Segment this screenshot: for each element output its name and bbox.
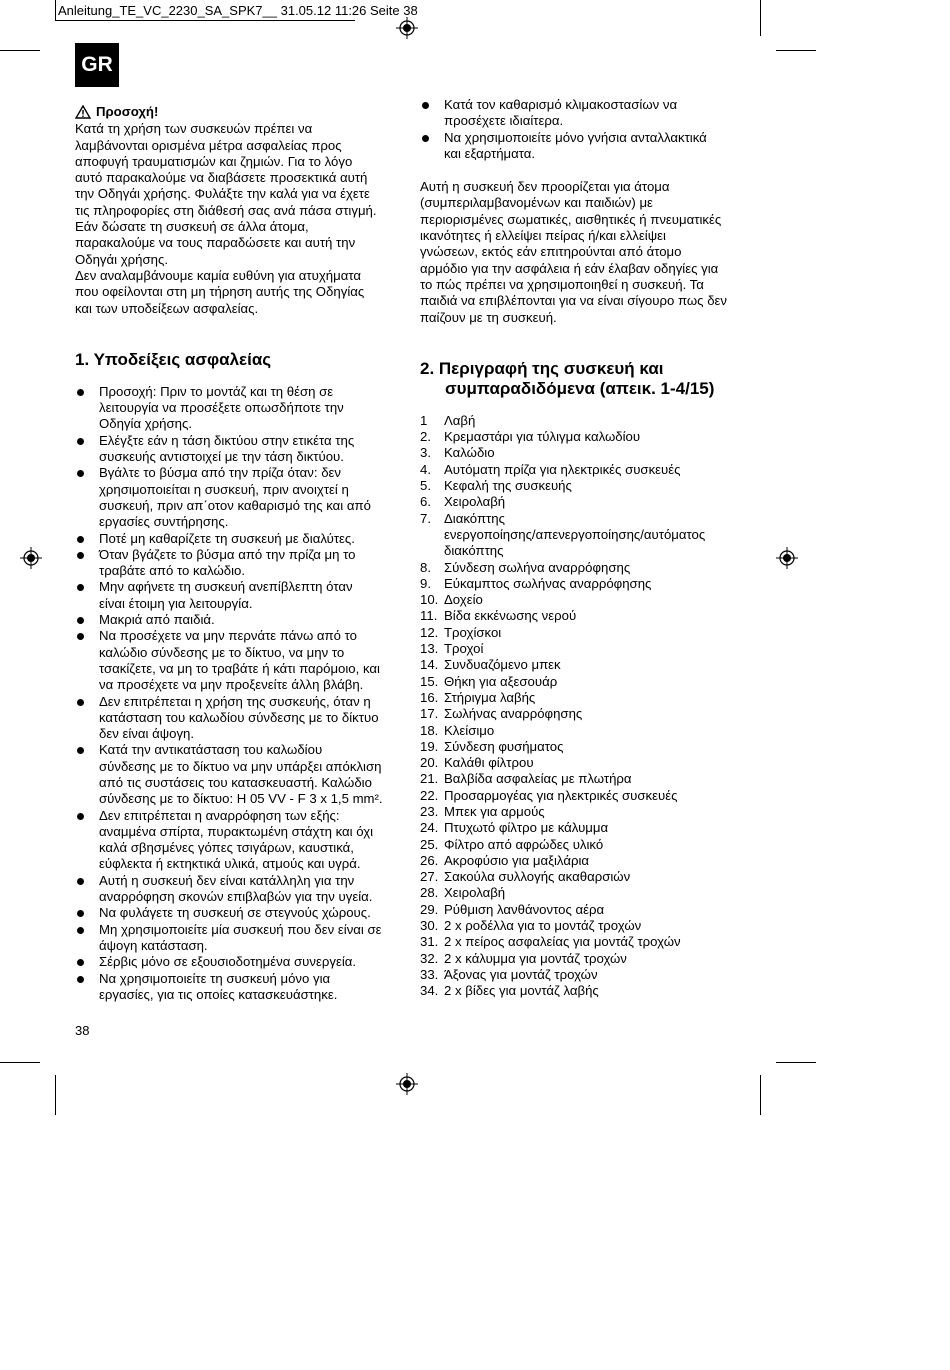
text-line: Δοχείο bbox=[444, 592, 483, 608]
part-label bbox=[444, 576, 651, 592]
part-item bbox=[420, 983, 770, 999]
text-line: 2 x βίδες για μοντάζ λαβής bbox=[444, 983, 599, 999]
part-label bbox=[444, 413, 475, 429]
text-line: δεν είναι άψογη. bbox=[99, 726, 195, 742]
warning-line: Εάν δώσατε τη συσκευή σε άλλα άτομα, bbox=[75, 219, 309, 235]
text-line: 2 x ροδέλλα για το μοντάζ τροχών bbox=[444, 918, 642, 934]
part-label bbox=[444, 641, 483, 657]
text-line: Μπεκ για αρμούς bbox=[444, 803, 545, 819]
part-number: 17. bbox=[420, 706, 439, 722]
part-label bbox=[444, 494, 505, 510]
safety-item bbox=[420, 97, 770, 130]
part-number: 12. bbox=[420, 624, 439, 640]
text-line: Κεφαλή της συσκευής bbox=[444, 478, 572, 494]
part-item bbox=[420, 445, 770, 461]
text-line: Στήριγμα λαβής bbox=[444, 689, 536, 705]
text-line: (συμπεριλαμβανομένων και παιδιών) με bbox=[420, 195, 653, 211]
text-line: καλώδιο σύνδεσης με το δίκτυο, να μην το bbox=[99, 644, 345, 660]
part-number: 4. bbox=[420, 461, 431, 477]
part-item bbox=[420, 478, 770, 494]
safety-item bbox=[75, 628, 405, 693]
part-item bbox=[420, 576, 770, 592]
part-number: 27. bbox=[420, 869, 439, 885]
text-line: Προσοχή: Πριν το μοντάζ και τη θέση σε bbox=[99, 383, 334, 399]
text-line: γνώσεων, εκτός εάν επιτηρούνται από άτομο bbox=[420, 244, 682, 260]
part-number: 20. bbox=[420, 755, 439, 771]
safety-item bbox=[75, 579, 405, 612]
warning-line: Οδηγάι χρήσης. bbox=[75, 251, 168, 267]
text-line: Μακριά από παιδιά. bbox=[99, 612, 215, 628]
part-label bbox=[444, 739, 564, 755]
part-item bbox=[420, 755, 770, 771]
warning-line: τις πληροφορίες στη διάθεσή σας ανά πάσα στιγμή. bbox=[75, 202, 377, 218]
part-number: 21. bbox=[420, 771, 439, 787]
text-line: Δεν επιτρέπεται η χρήση της συσκευής, όταν η bbox=[99, 693, 371, 709]
part-item bbox=[420, 625, 770, 641]
safety-item bbox=[75, 433, 405, 466]
part-item bbox=[420, 902, 770, 918]
text-line: Ποτέ μη καθαρίζετε τη συσκευή με διαλύτες. bbox=[99, 530, 355, 546]
text-line: Κατά την αντικατάσταση του καλωδίου bbox=[99, 742, 323, 758]
part-number: 26. bbox=[420, 852, 439, 868]
part-item bbox=[420, 462, 770, 478]
warning-line: Κατά τη χρήση των συσκευών πρέπει να bbox=[75, 121, 313, 137]
part-label bbox=[444, 771, 632, 787]
part-item bbox=[420, 592, 770, 608]
warning-line: αποφυγή τραυματισμών και ζημιών. Για το λόγο bbox=[75, 153, 353, 169]
part-label bbox=[444, 804, 545, 820]
text-line: Άξονας για μοντάζ τροχών bbox=[444, 966, 598, 982]
text-line: Βγάλτε το βύσμα από την πρίζα όταν: δεν bbox=[99, 465, 342, 481]
part-item bbox=[420, 641, 770, 657]
part-number: 14. bbox=[420, 657, 439, 673]
part-label bbox=[444, 755, 534, 771]
part-label bbox=[444, 837, 603, 853]
part-item bbox=[420, 918, 770, 934]
text-line: Τροχίσκοι bbox=[444, 624, 502, 640]
text-line: Καλώδιο bbox=[444, 445, 495, 461]
part-item bbox=[420, 853, 770, 869]
warning-line: αυτό παρακαλούμε να διαβάσετε προσεκτικά αυτή bbox=[75, 170, 368, 186]
part-item bbox=[420, 967, 770, 983]
warning-line: που οφείλονται στη μη τήρηση αυτής της Οδηγίας bbox=[75, 284, 365, 300]
text-line: είναι έτοιμη για λειτουργία. bbox=[99, 595, 253, 611]
crop-mark bbox=[776, 1062, 816, 1063]
crop-mark bbox=[0, 1062, 40, 1063]
section-1-heading: 1. Υποδείξεις ασφαλείας bbox=[75, 349, 272, 369]
part-item bbox=[420, 560, 770, 576]
safety-item bbox=[75, 742, 405, 807]
part-number: 22. bbox=[420, 787, 439, 803]
text-line: διακόπτης bbox=[444, 543, 504, 559]
part-number: 2. bbox=[420, 429, 431, 445]
text-line: αναρρόφηση σκονών επιβλαβών για την υγεία. bbox=[99, 889, 373, 905]
text-line: ενεργοποίησης/απενεργοποίησης/αυτόματος bbox=[444, 526, 706, 542]
text-line: Κατά τον καθαρισμό κλιμακοστασίων να bbox=[444, 97, 678, 112]
text-line: παίζουν με τη συσκευή. bbox=[420, 309, 557, 325]
part-label bbox=[444, 690, 535, 706]
text-line: Μη χρησιμοποιείτε μία συσκευή που δεν είναι σε bbox=[99, 921, 382, 937]
text-line: Διακόπτης bbox=[444, 510, 505, 526]
part-item bbox=[420, 657, 770, 673]
warning-line: Δεν αναλαμβάνουμε καμία ευθύνη για ατυχήματα bbox=[75, 267, 361, 283]
text-line: Καλάθι φίλτρου bbox=[444, 755, 534, 771]
safety-list bbox=[75, 384, 405, 1003]
part-label bbox=[444, 478, 572, 494]
part-item bbox=[420, 820, 770, 836]
text-line: Οδηγία χρήσης. bbox=[99, 416, 192, 432]
part-label bbox=[444, 723, 494, 739]
crop-mark bbox=[55, 1075, 56, 1115]
part-label bbox=[444, 429, 640, 445]
text-line: Αυτή η συσκευή δεν είναι κατάλληλη για την bbox=[99, 872, 355, 888]
part-label bbox=[444, 788, 677, 804]
crop-mark bbox=[55, 0, 56, 20]
part-number: 25. bbox=[420, 836, 439, 852]
part-item bbox=[420, 608, 770, 624]
part-item bbox=[420, 869, 770, 885]
part-number: 10. bbox=[420, 592, 439, 608]
usage-note bbox=[420, 179, 770, 326]
part-label bbox=[444, 462, 681, 478]
part-number: 28. bbox=[420, 885, 439, 901]
part-label bbox=[444, 820, 608, 836]
left-column bbox=[75, 104, 405, 1003]
text-line: καλά σβησμένες γόπες τσιγάρων, καυστικά, bbox=[99, 840, 354, 856]
part-label bbox=[444, 951, 627, 967]
text-line: εύφλεκτα ή εκτηκτικά υλικά, ατμούς και υγρά. bbox=[99, 856, 361, 872]
part-item bbox=[420, 885, 770, 901]
text-line: Προσαρμογέας για ηλεκτρικές συσκευές bbox=[444, 787, 678, 803]
section-2-heading bbox=[420, 359, 770, 399]
section-2-heading-line: 2. Περιγραφή της συσκευή και bbox=[420, 358, 664, 378]
text-line: Σύνδεση σωλήνα αναρρόφησης bbox=[444, 559, 631, 575]
safety-item bbox=[75, 873, 405, 906]
warning-line: την Οδηγάι χρήσης. Φυλάξτε την καλά για να έχετε bbox=[75, 186, 370, 202]
registration-mark-icon bbox=[776, 547, 798, 569]
part-number: 32. bbox=[420, 950, 439, 966]
part-item bbox=[420, 429, 770, 445]
text-line: 2 x πείρος ασφαλείας για μοντάζ τροχών bbox=[444, 934, 681, 950]
part-label bbox=[444, 511, 705, 560]
text-line: εργασίες, για τις οποίες κατασκευάστηκε. bbox=[99, 986, 338, 1002]
text-line: λειτουργία να προσέξετε οπωσδήποτε την bbox=[99, 400, 344, 416]
crop-mark bbox=[760, 0, 761, 36]
safety-item bbox=[75, 905, 405, 921]
warning-text bbox=[75, 121, 405, 317]
part-item bbox=[420, 511, 770, 560]
safety-item bbox=[75, 808, 405, 873]
text-line: Ρύθμιση λανθάνοντος αέρα bbox=[444, 901, 605, 917]
text-line: Να φυλάγετε τη συσκευή σε στεγνούς χώρους. bbox=[99, 905, 371, 921]
warning-triangle-icon bbox=[75, 105, 91, 119]
text-line: Να προσέχετε να μην περνάτε πάνω από το bbox=[99, 628, 358, 644]
text-line: Χειρολαβή bbox=[444, 494, 506, 510]
text-line: Αυτή η συσκευή δεν προορίζεται για άτομα bbox=[420, 179, 670, 195]
text-line: Θήκη για αξεσουάρ bbox=[444, 673, 558, 689]
text-line: τσακίζετε, να μη το τραβάτε ή κάτι παρόμοιο, και bbox=[99, 660, 380, 676]
text-line: παιδιά να επιβλέπονται για να είναι σίγουρο πως δεν bbox=[420, 293, 728, 309]
part-number: 33. bbox=[420, 966, 439, 982]
text-line: από τις συστάσεις του κατασκευαστή. Καλώδιο bbox=[99, 774, 372, 790]
part-number: 23. bbox=[420, 803, 439, 819]
part-number: 1 bbox=[420, 412, 428, 428]
text-line: Όταν βγάζετε το βύσμα από την πρίζα μη το bbox=[99, 546, 356, 562]
safety-item bbox=[75, 694, 405, 743]
part-number: 13. bbox=[420, 641, 439, 657]
text-line: Σύνδεση φυσήματος bbox=[444, 738, 564, 754]
text-line: συσκευή, πριν απ΄οτον καθαρισμό της και από bbox=[99, 497, 371, 513]
part-label bbox=[444, 934, 681, 950]
part-number: 3. bbox=[420, 445, 431, 461]
part-label bbox=[444, 560, 630, 576]
part-number: 7. bbox=[420, 510, 431, 526]
page-number: 38 bbox=[75, 1023, 90, 1038]
text-line: Δεν επιτρέπεται η αναρρόφηση των εξής: bbox=[99, 807, 340, 823]
part-label bbox=[444, 592, 483, 608]
part-item bbox=[420, 771, 770, 787]
text-line: Ακροφύσιο για μαξιλάρια bbox=[444, 852, 589, 868]
crop-mark bbox=[776, 50, 816, 51]
part-number: 31. bbox=[420, 934, 439, 950]
text-line: κατάσταση του καλωδίου σύνδεσης με το δίκτυο bbox=[99, 709, 379, 725]
parts-list bbox=[420, 413, 770, 1000]
part-item bbox=[420, 934, 770, 950]
text-line: Ελέγξτε εάν η τάση δικτύου στην ετικέτα της bbox=[99, 432, 355, 448]
part-label bbox=[444, 657, 561, 673]
text-line: Φίλτρο από αφρώδες υλικό bbox=[444, 836, 604, 852]
safety-item bbox=[75, 612, 405, 628]
text-line: Σωλήνας αναρρόφησης bbox=[444, 706, 583, 722]
extra-safety-list bbox=[420, 97, 770, 162]
safety-item bbox=[75, 465, 405, 530]
part-item bbox=[420, 494, 770, 510]
section-2-heading-line: συμπαραδιδόμενα (απεικ. 1-4/15) bbox=[445, 378, 715, 398]
text-line: Κλείσιμο bbox=[444, 722, 495, 738]
part-item bbox=[420, 723, 770, 739]
safety-item bbox=[420, 130, 770, 163]
text-line: Να χρησιμοποιείτε τη συσκευή μόνο για bbox=[99, 970, 331, 986]
warning-line: και των υποδείξεων ασφαλείας. bbox=[75, 300, 259, 316]
text-line: 2 x κάλυμμα για μοντάζ τροχών bbox=[444, 950, 627, 966]
part-number: 15. bbox=[420, 673, 439, 689]
part-item bbox=[420, 706, 770, 722]
text-line: Μην αφήνετε τη συσκευή ανεπίβλεπτη όταν bbox=[99, 579, 353, 595]
part-label bbox=[444, 853, 589, 869]
warning-title: Προσοχή! bbox=[96, 104, 159, 119]
text-line: Χειρολαβή bbox=[444, 885, 506, 901]
safety-item bbox=[75, 531, 405, 547]
part-number: 5. bbox=[420, 478, 431, 494]
text-line: και εξαρτήματα. bbox=[444, 145, 536, 161]
part-number: 30. bbox=[420, 918, 439, 934]
part-number: 11. bbox=[420, 608, 438, 624]
text-line: Τροχοί bbox=[444, 641, 484, 657]
text-line: Να χρησιμοποιείτε μόνο γνήσια ανταλλακτικά bbox=[444, 129, 707, 145]
part-number: 24. bbox=[420, 820, 439, 836]
part-item bbox=[420, 674, 770, 690]
text-line: αναμμένα σπίρτα, πυρακτωμένη στάχτη και όχι bbox=[99, 823, 374, 839]
text-line: Συνδυαζόμενο μπεκ bbox=[444, 657, 561, 673]
text-line: εργασίες συντήρησης. bbox=[99, 514, 229, 530]
part-item bbox=[420, 788, 770, 804]
part-number: 8. bbox=[420, 559, 431, 575]
part-number: 6. bbox=[420, 494, 431, 510]
registration-mark-icon bbox=[396, 1073, 418, 1095]
text-line: σύνδεσης με το δίκτυο: H 05 VV - F 3 x 1,5 mm². bbox=[99, 791, 383, 807]
part-item bbox=[420, 837, 770, 853]
text-line: χρησιμοποιείται η συσκευή, πριν ανοιχτεί η bbox=[99, 481, 349, 497]
text-line: Σακούλα συλλογής ακαθαρσιών bbox=[444, 869, 631, 885]
text-line: Λαβή bbox=[444, 412, 476, 428]
text-line: να προσέχετε να μην προξενείτε άλλη βλάβη. bbox=[99, 677, 364, 693]
part-item bbox=[420, 690, 770, 706]
crop-mark bbox=[0, 50, 40, 51]
crop-mark bbox=[760, 1075, 761, 1115]
language-badge: GR bbox=[75, 43, 119, 87]
safety-item bbox=[75, 971, 405, 1004]
text-line: άψογη κατάσταση. bbox=[99, 937, 208, 953]
safety-item bbox=[75, 547, 405, 580]
part-label bbox=[444, 625, 501, 641]
part-label bbox=[444, 445, 495, 461]
safety-item bbox=[75, 954, 405, 970]
part-label bbox=[444, 885, 505, 901]
part-number: 19. bbox=[420, 738, 439, 754]
part-number: 9. bbox=[420, 575, 431, 591]
text-line: Κρεμαστάρι για τύλιγμα καλωδίου bbox=[444, 429, 641, 445]
text-line: προσέχετε ιδιαίτερα. bbox=[444, 113, 564, 129]
warning-line: λαμβάνονται ορισμένα μέτρα ασφαλείας προς bbox=[75, 137, 342, 153]
part-label bbox=[444, 869, 630, 885]
warning-line: παρακαλούμε να τους παραδώσετε και αυτή την bbox=[75, 235, 356, 251]
registration-mark-icon bbox=[396, 17, 418, 39]
text-line: σύνδεσης με το δίκτυο να μην υπάρξει απόκλιση bbox=[99, 758, 382, 774]
slug-underline bbox=[55, 20, 355, 21]
warning-heading bbox=[75, 104, 405, 120]
part-label bbox=[444, 608, 576, 624]
part-number: 29. bbox=[420, 901, 439, 917]
text-line: Αυτόματη πρίζα για ηλεκτρικές συσκευές bbox=[444, 461, 681, 477]
text-line: Σέρβις μόνο σε εξουσιοδοτημένα συνεργεία. bbox=[99, 954, 357, 970]
text-line: το πώς πρέπει να χρησιμοποιηθεί η συσκευή. Τα bbox=[420, 276, 704, 292]
part-item bbox=[420, 804, 770, 820]
safety-item bbox=[75, 922, 405, 955]
part-item bbox=[420, 739, 770, 755]
part-number: 16. bbox=[420, 689, 439, 705]
text-line: Βαλβίδα ασφαλείας με πλωτήρα bbox=[444, 771, 632, 787]
part-label bbox=[444, 967, 598, 983]
text-line: τραβάτε από το καλώδιο. bbox=[99, 563, 246, 579]
text-line: Βίδα εκκένωσης νερού bbox=[444, 608, 577, 624]
part-label bbox=[444, 983, 599, 999]
text-line: αρμόδιο για την ασφάλεια ή εάν έλαβαν οδηγίες για bbox=[420, 260, 719, 276]
part-item bbox=[420, 413, 770, 429]
text-line: συσκευής αντιστοιχεί με την τάση δικτύου. bbox=[99, 449, 344, 465]
safety-item bbox=[75, 384, 405, 433]
part-number: 18. bbox=[420, 722, 439, 738]
text-line: Πτυχωτό φίλτρο με κάλυμμα bbox=[444, 820, 609, 836]
part-number: 34. bbox=[420, 983, 439, 999]
text-line: ικανότητες ή ελλείψει πείρας ή/και ελλείψει bbox=[420, 228, 666, 244]
print-slug: Anleitung_TE_VC_2230_SA_SPK7__ 31.05.12 11:26 Seite 38 bbox=[58, 3, 418, 18]
text-line: περιορισμένες σωματικές, αισθητικές ή πνευματικές bbox=[420, 211, 722, 227]
part-label bbox=[444, 674, 557, 690]
part-label bbox=[444, 918, 641, 934]
part-item bbox=[420, 951, 770, 967]
registration-mark-icon bbox=[20, 547, 42, 569]
text-line: Εύκαμπτος σωλήνας αναρρόφησης bbox=[444, 575, 652, 591]
right-column bbox=[420, 97, 770, 1000]
part-label bbox=[444, 902, 604, 918]
part-label bbox=[444, 706, 582, 722]
